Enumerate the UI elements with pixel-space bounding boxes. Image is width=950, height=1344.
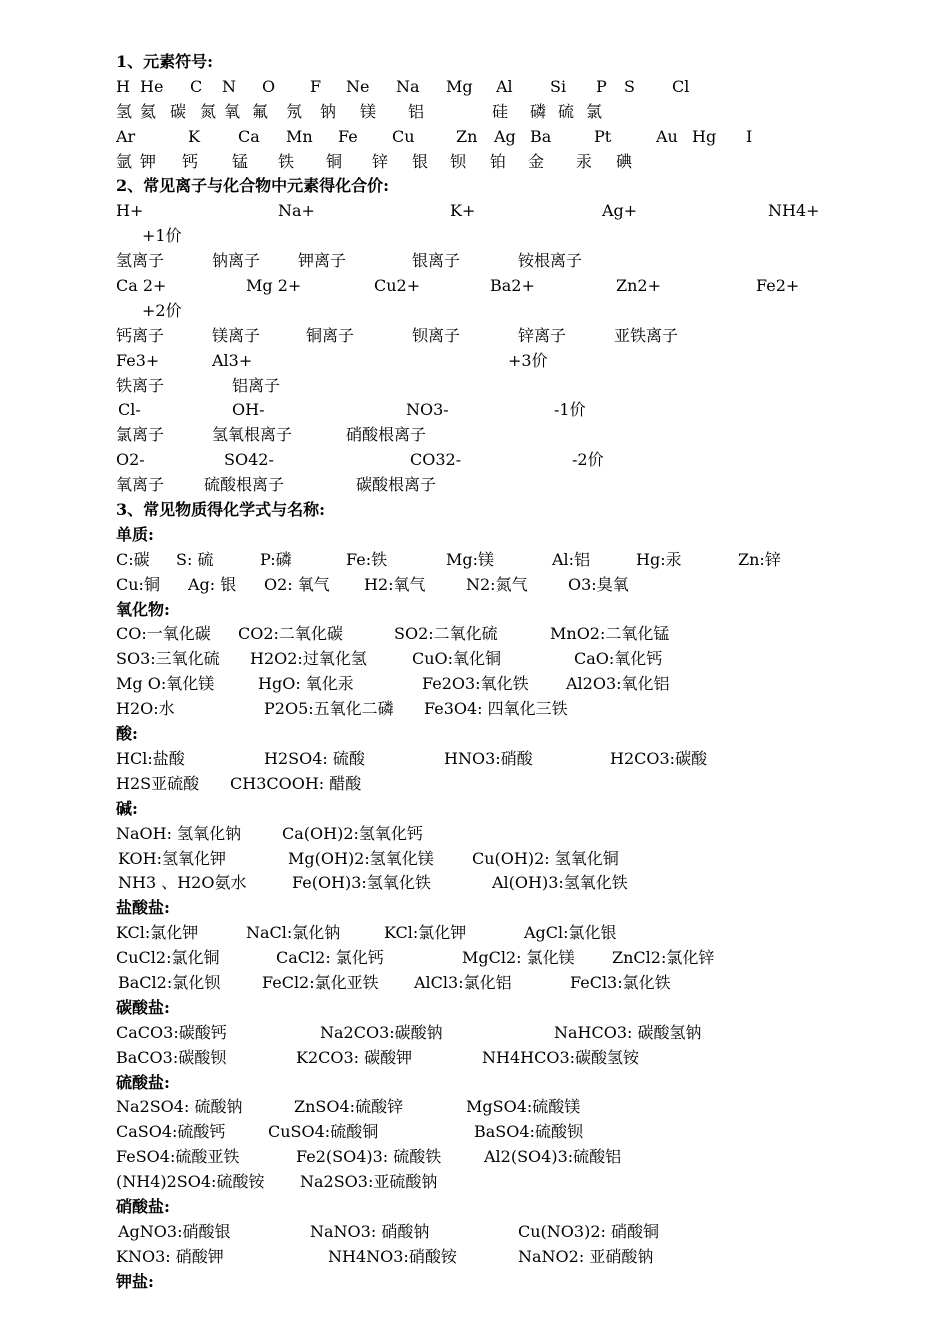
text-segment: Fe3O4: 四氧化三铁 [424,699,568,719]
text-segment: Ne [346,76,370,96]
section-heading [116,722,816,747]
text-segment: 铵根离子 [518,251,583,271]
text-segment: Mg(OH)2:氢氧化镁 [288,848,434,868]
section-heading [116,996,816,1021]
text-line [116,349,816,374]
text-segment: Al [496,76,513,96]
text-segment: Na [396,76,420,96]
text-segment: 碘 [616,151,633,171]
text-segment: Ag+ [602,201,638,221]
text-segment: CaCl2: 氯化钙 [276,948,384,968]
text-segment: Al:铝 [552,549,591,569]
text-segment: AgNO3:硝酸银 [118,1221,231,1241]
text-segment: N2:氮气 [466,574,528,594]
text-segment: 单质: [116,524,154,544]
text-segment: C [190,76,203,96]
text-segment: 铜离子 [306,325,355,345]
text-segment: 铁离子 [116,375,165,395]
text-segment: H2O2:过氧化氢 [250,649,367,669]
text-segment: N [222,76,236,96]
text-segment: CH3COOH: 醋酸 [230,773,362,793]
text-segment: SO3:三氧化硫 [116,649,220,669]
text-segment: 钡 [450,151,467,171]
text-segment: 镁离子 [212,325,261,345]
text-segment: FeSO4:硫酸亚铁 [116,1147,240,1167]
text-segment: KCl:氯化钾 [384,923,467,943]
section-heading [116,1195,816,1220]
text-segment: 碳酸根离子 [356,475,437,495]
text-line [116,1095,816,1120]
text-line [116,548,816,573]
text-segment: OH- [232,400,265,420]
text-segment: 酸: [116,724,138,744]
text-segment: Ca 2+ [116,276,167,296]
text-segment: 硅 [492,101,509,121]
text-line [116,1170,816,1195]
text-segment: O [262,76,276,96]
text-segment: CuO:氧化铜 [412,649,502,669]
text-segment: 钠 [320,101,337,121]
text-segment: 锌离子 [518,325,567,345]
text-segment: Na+ [278,201,315,221]
text-segment: 氖 [286,101,303,121]
text-segment: 氯离子 [116,425,165,445]
text-segment: BaSO4:硫酸钡 [474,1122,583,1142]
text-line [116,1145,816,1170]
text-segment: -1价 [554,400,586,420]
text-segment: Na2SO4: 硫酸钠 [116,1097,243,1117]
text-segment: Zn2+ [616,276,662,296]
text-segment: NH4+ [768,201,820,221]
text-segment: Fe2(SO4)3: 硫酸铁 [296,1147,442,1167]
text-segment: Ca [238,126,260,146]
text-segment: Mg O:氧化镁 [116,674,215,694]
text-segment: 铜 [326,151,343,171]
text-line [116,75,816,100]
text-line [116,1220,816,1245]
text-segment: 3、常见物质得化学式与名称: [116,500,326,520]
text-line [116,448,816,473]
text-segment: 氦 [140,101,157,121]
text-segment: Mn [286,126,313,146]
text-line [116,398,816,423]
text-segment: 银 [412,151,429,171]
text-segment: NaOH: 氢氧化钠 [116,823,242,843]
text-segment: ZnSO4:硫酸锌 [294,1097,404,1117]
text-line [116,199,820,224]
text-segment: H+ [116,201,144,221]
text-line [116,921,816,946]
text-segment: F [310,76,322,96]
text-segment: Mg 2+ [246,276,302,296]
section-heading [116,523,816,548]
text-line [116,1021,816,1046]
text-segment: S: 硫 [176,549,214,569]
text-segment: BaCO3:碳酸钡 [116,1047,227,1067]
text-line [116,374,816,399]
text-line [116,647,816,672]
text-segment: 汞 [576,151,593,171]
text-segment: Fe:铁 [346,549,388,569]
text-line [116,1120,816,1145]
text-segment: Cu(NO3)2: 硝酸铜 [518,1221,659,1241]
text-segment: MgCl2: 氯化镁 [462,948,575,968]
text-segment: Pt [594,126,612,146]
text-segment: HCl:盐酸 [116,748,185,768]
text-segment: FeCl3:氯化铁 [570,972,671,992]
text-segment: 氢氧根离子 [212,425,293,445]
text-segment: 氧化物: [116,599,170,619]
text-segment: NH3 、H2O氨水 [118,873,247,893]
text-segment: K [188,126,200,146]
text-segment: NH4HCO3:碳酸氢铵 [482,1047,640,1067]
text-segment: 钙 [182,151,199,171]
text-segment: Fe3+ [116,350,160,370]
text-segment: 金 [528,151,545,171]
text-segment: 硫酸根离子 [204,475,285,495]
text-segment: NH4NO3:硝酸铵 [328,1246,457,1266]
text-segment: Al2(SO4)3:硫酸铝 [484,1147,622,1167]
text-segment: 钙离子 [116,325,165,345]
text-segment: Al2O3:氧化铝 [566,674,670,694]
text-segment: Ag [494,126,516,146]
text-line [116,473,816,498]
text-line [116,324,816,349]
text-segment: KOH:氢氧化钾 [118,848,226,868]
section-heading [116,498,816,523]
text-segment: Fe2O3:氧化铁 [422,674,529,694]
document-body [116,50,820,1295]
text-segment: CaCO3:碳酸钙 [116,1022,227,1042]
section-heading [116,598,816,623]
text-segment: C:碳 [116,549,150,569]
text-segment: P2O5:五氧化二磷 [264,699,394,719]
text-segment: CaSO4:硫酸钙 [116,1122,226,1142]
section-heading [116,1270,816,1295]
text-segment: Na2CO3:碳酸钠 [320,1022,443,1042]
text-segment: MnO2:二氧化锰 [550,624,670,644]
section-heading [116,50,816,75]
text-segment: SO2:二氧化硫 [394,624,498,644]
text-segment: 钠离子 [212,251,261,271]
text-segment: K+ [450,201,476,221]
text-segment: 硫 [558,101,575,121]
text-segment: 盐酸盐: [116,898,170,918]
text-segment: Fe(OH)3:氢氧化铁 [292,873,431,893]
text-line [116,299,816,324]
text-segment: Ar [116,126,136,146]
text-segment: 氩 [116,151,133,171]
text-segment: Au [656,126,678,146]
text-segment: Cl [672,76,690,96]
text-segment: 钡离子 [412,325,461,345]
text-line [116,622,816,647]
text-segment: Fe [338,126,358,146]
text-segment: O2: 氧气 [264,574,330,594]
text-segment: 硝酸根离子 [346,425,427,445]
text-line [116,946,816,971]
text-segment: 锰 [232,151,249,171]
text-segment: He [140,76,164,96]
text-segment: Cu(OH)2: 氢氧化铜 [472,848,619,868]
text-segment: 铁 [278,151,295,171]
text-segment: CuCl2:氯化铜 [116,948,220,968]
text-line [116,224,816,249]
text-segment: CO2:二氧化碳 [238,624,343,644]
section-heading [116,174,816,199]
text-segment: 铂 [490,151,507,171]
text-segment: 碳酸盐: [116,997,170,1017]
text-segment: FeCl2:氯化亚铁 [262,972,379,992]
text-segment: AgCl:氯化银 [524,923,617,943]
text-segment: Cu [392,126,415,146]
text-segment: 钾离子 [298,251,347,271]
text-line [116,772,816,797]
text-segment: H2:氧气 [364,574,426,594]
text-segment: 氯 [586,101,603,121]
text-segment: +1价 [142,226,182,246]
text-line [116,847,816,872]
text-segment: K2CO3: 碳酸钾 [296,1047,413,1067]
text-line [116,100,816,125]
text-line [116,871,816,896]
text-segment: SO42- [224,450,274,470]
text-segment: 铝 [408,101,425,121]
text-segment: 亚铁离子 [614,325,679,345]
section-heading [116,896,816,921]
text-segment: H2SO4: 硫酸 [264,748,365,768]
text-segment: Ba [530,126,552,146]
section-heading [116,797,816,822]
text-segment: H [116,76,130,96]
text-segment: 氟 [252,101,269,121]
text-segment: -2价 [572,450,604,470]
text-segment: 银离子 [412,251,461,271]
text-segment: Mg [446,76,473,96]
text-line [116,822,816,847]
text-segment: Cl- [118,400,141,420]
text-segment: Si [550,76,567,96]
text-segment: MgSO4:硫酸镁 [466,1097,581,1117]
text-segment: Al(OH)3:氢氧化铁 [492,873,628,893]
text-segment: Zn:锌 [738,549,781,569]
text-segment: BaCl2:氯化钡 [118,972,221,992]
text-segment: +3价 [508,350,548,370]
text-line [116,573,816,598]
text-segment: Hg:汞 [636,549,682,569]
section-heading [116,1071,816,1096]
text-segment: 2、常见离子与化合物中元素得化合价: [116,176,390,196]
text-segment: 铝离子 [232,375,281,395]
text-segment: 硫酸盐: [116,1072,170,1092]
text-segment: CO:一氧化碳 [116,624,211,644]
text-segment: 氧 [224,101,241,121]
text-line [116,697,816,722]
text-segment: 氮 [200,101,217,121]
text-line [116,1245,816,1270]
text-line [116,1046,816,1071]
text-segment: 钾盐: [116,1271,154,1291]
text-segment: 镁 [360,101,377,121]
text-segment: Cu2+ [374,276,421,296]
text-segment: 锌 [372,151,389,171]
text-segment: CO32- [410,450,462,470]
text-line [116,150,816,175]
text-segment: 氢 [116,101,133,121]
text-line [116,423,816,448]
text-segment: Al3+ [212,350,253,370]
text-line [116,672,816,697]
text-segment: Na2SO3:亚硫酸钠 [300,1172,438,1192]
text-segment: NaCl:氯化钠 [246,923,341,943]
text-line [116,971,816,996]
text-segment: 碱: [116,798,138,818]
text-segment: O3:臭氧 [568,574,629,594]
text-segment: 钾 [140,151,157,171]
text-line [116,747,816,772]
text-line [116,125,816,150]
text-segment: Mg:镁 [446,549,495,569]
text-segment: ZnCl2:氯化锌 [612,948,715,968]
text-segment: H2O:水 [116,699,175,719]
text-segment: 硝酸盐: [116,1196,170,1216]
text-segment: 磷 [530,101,547,121]
text-segment: CuSO4:硫酸铜 [268,1122,379,1142]
text-segment: (NH4)2SO4:硫酸铵 [116,1172,265,1192]
text-segment: NaHCO3: 碳酸氢钠 [554,1022,702,1042]
text-segment: 氧离子 [116,475,165,495]
text-segment: P [596,76,607,96]
text-segment: Fe2+ [756,276,800,296]
text-segment: 1、元素符号: [116,52,214,71]
text-segment: KNO3: 硝酸钾 [116,1246,224,1266]
text-segment: 碳 [170,101,187,121]
text-line [116,249,816,274]
text-segment: NO3- [406,400,449,420]
text-segment: Ba2+ [490,276,535,296]
text-segment: KCl:氯化钾 [116,923,199,943]
text-segment: HNO3:硝酸 [444,748,533,768]
text-segment: +2价 [142,300,182,320]
text-segment: Zn [456,126,478,146]
text-segment: O2- [116,450,145,470]
text-segment: Ag: 银 [188,574,237,594]
text-segment: NaNO3: 硝酸钠 [310,1221,430,1241]
text-segment: NaNO2: 亚硝酸钠 [518,1246,654,1266]
text-segment: H2S亚硫酸 [116,773,200,793]
text-segment: I [746,126,753,146]
text-segment: Hg [692,126,717,146]
text-segment: AlCl3:氯化铝 [414,972,512,992]
text-segment: S [624,76,635,96]
text-segment: P:磷 [260,549,292,569]
text-segment: 氢离子 [116,251,165,271]
text-segment: H2CO3:碳酸 [610,748,708,768]
text-segment: CaO:氧化钙 [574,649,663,669]
text-segment: HgO: 氧化汞 [258,674,354,694]
text-segment: Cu:铜 [116,574,160,594]
text-segment: Ca(OH)2:氢氧化钙 [282,823,423,843]
text-line [116,274,816,299]
